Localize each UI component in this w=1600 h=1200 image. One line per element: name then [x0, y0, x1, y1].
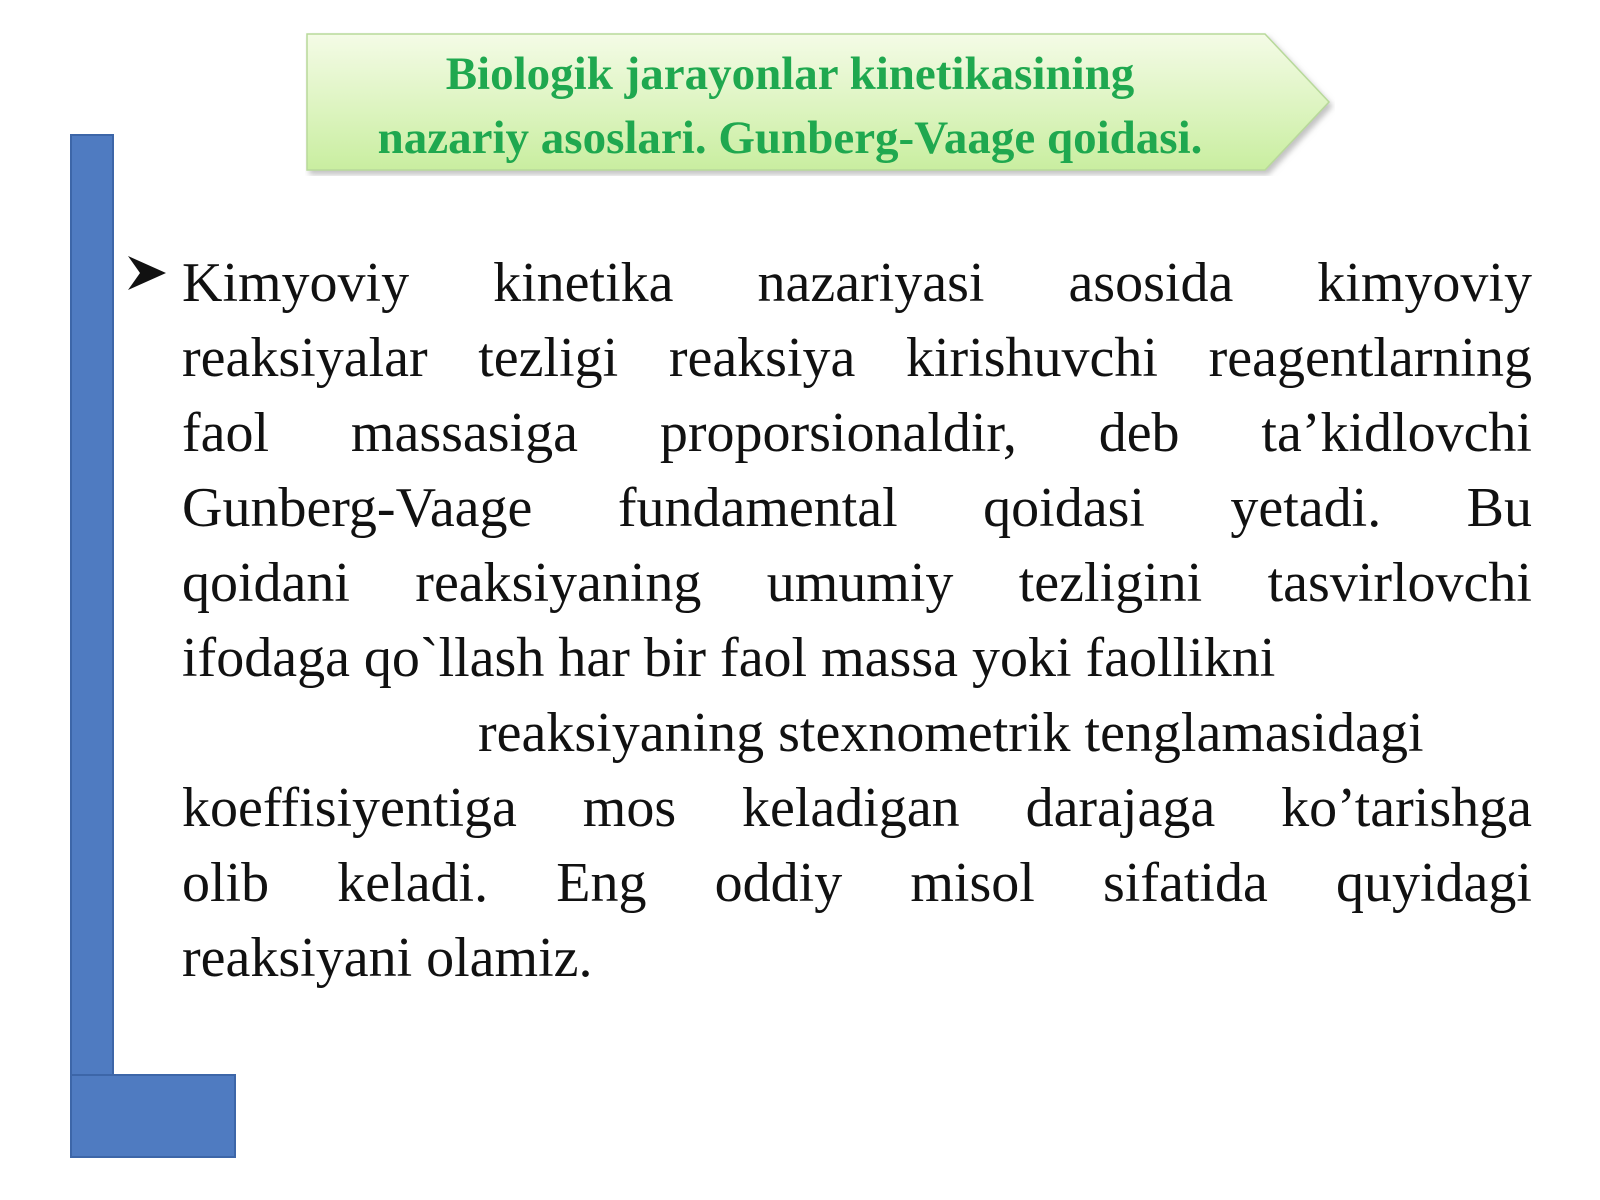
title-banner	[305, 32, 1335, 176]
arrowhead-bullet-icon	[126, 252, 168, 294]
paragraph-word: tezligini	[1018, 552, 1203, 614]
paragraph-line	[182, 471, 1532, 546]
paragraph-word: tezligi	[478, 327, 619, 389]
paragraph-word: proporsionaldir,	[659, 402, 1017, 464]
paragraph-word: massasiga	[350, 402, 578, 464]
paragraph-word: fundamental	[617, 477, 898, 539]
bracket-horizontal-bar	[70, 1074, 236, 1158]
paragraph-word: ko’tarishga	[1281, 777, 1532, 839]
paragraph-word: keladi.	[337, 852, 489, 914]
paragraph-line: reaksiyaning stexnometrik tenglamasidagi	[478, 702, 1424, 764]
paragraph-word: olib	[182, 852, 270, 914]
paragraph-word: kinetika	[493, 252, 674, 314]
paragraph-line: ifodaga qo`llash har bir faol massa yoki faollikni	[182, 627, 1276, 689]
paragraph-word: asosida	[1068, 252, 1234, 314]
paragraph-word: Eng	[556, 852, 647, 914]
paragraph-line	[182, 771, 1532, 846]
paragraph-word: sifatida	[1102, 852, 1268, 914]
paragraph-word: qoidani	[182, 552, 350, 614]
title-line-2: nazariy asoslari. Gunberg-Vaage qoidasi.	[377, 112, 1203, 164]
paragraph-word: kirishuvchi	[906, 327, 1158, 389]
paragraph-line	[182, 321, 1532, 396]
paragraph-word: reagentlarning	[1208, 327, 1532, 389]
paragraph-line	[182, 396, 1532, 471]
bullet-paragraph	[182, 246, 1532, 996]
paragraph-word: faol	[182, 402, 270, 464]
paragraph-word: umumiy	[766, 552, 954, 614]
paragraph-word: darajaga	[1025, 777, 1216, 839]
slide-title	[305, 42, 1275, 170]
bracket-vertical-bar	[70, 134, 114, 1158]
paragraph-word: qoidasi	[983, 477, 1145, 539]
paragraph-word: reaksiya	[668, 327, 856, 389]
paragraph-word: Gunberg-Vaage	[182, 477, 533, 539]
title-line-1: Biologik jarayonlar kinetikasining	[445, 48, 1135, 100]
paragraph-word: yetadi.	[1230, 477, 1382, 539]
paragraph-word: quyidagi	[1335, 852, 1532, 914]
paragraph-line: reaksiyani olamiz.	[182, 927, 593, 989]
paragraph-word: Bu	[1466, 477, 1532, 539]
paragraph-line	[182, 546, 1532, 621]
paragraph-line	[182, 246, 1532, 321]
paragraph-word: reaksiyaning	[415, 552, 702, 614]
paragraph-word: koeffisiyentiga	[182, 777, 517, 839]
paragraph-word: misol	[910, 852, 1035, 914]
paragraph-word: oddiy	[714, 852, 843, 914]
paragraph-word: ta’kidlovchi	[1261, 402, 1532, 464]
paragraph-word: mos	[582, 777, 677, 839]
paragraph-word: tasvirlovchi	[1267, 552, 1532, 614]
paragraph-word: reaksiyalar	[182, 327, 428, 389]
paragraph-word: keladigan	[742, 777, 960, 839]
paragraph-word: Kimyoviy	[182, 252, 410, 314]
paragraph-word: nazariyasi	[757, 252, 985, 314]
paragraph-word: kimyoviy	[1317, 252, 1532, 314]
paragraph-line	[182, 846, 1532, 921]
paragraph-word: deb	[1098, 402, 1180, 464]
